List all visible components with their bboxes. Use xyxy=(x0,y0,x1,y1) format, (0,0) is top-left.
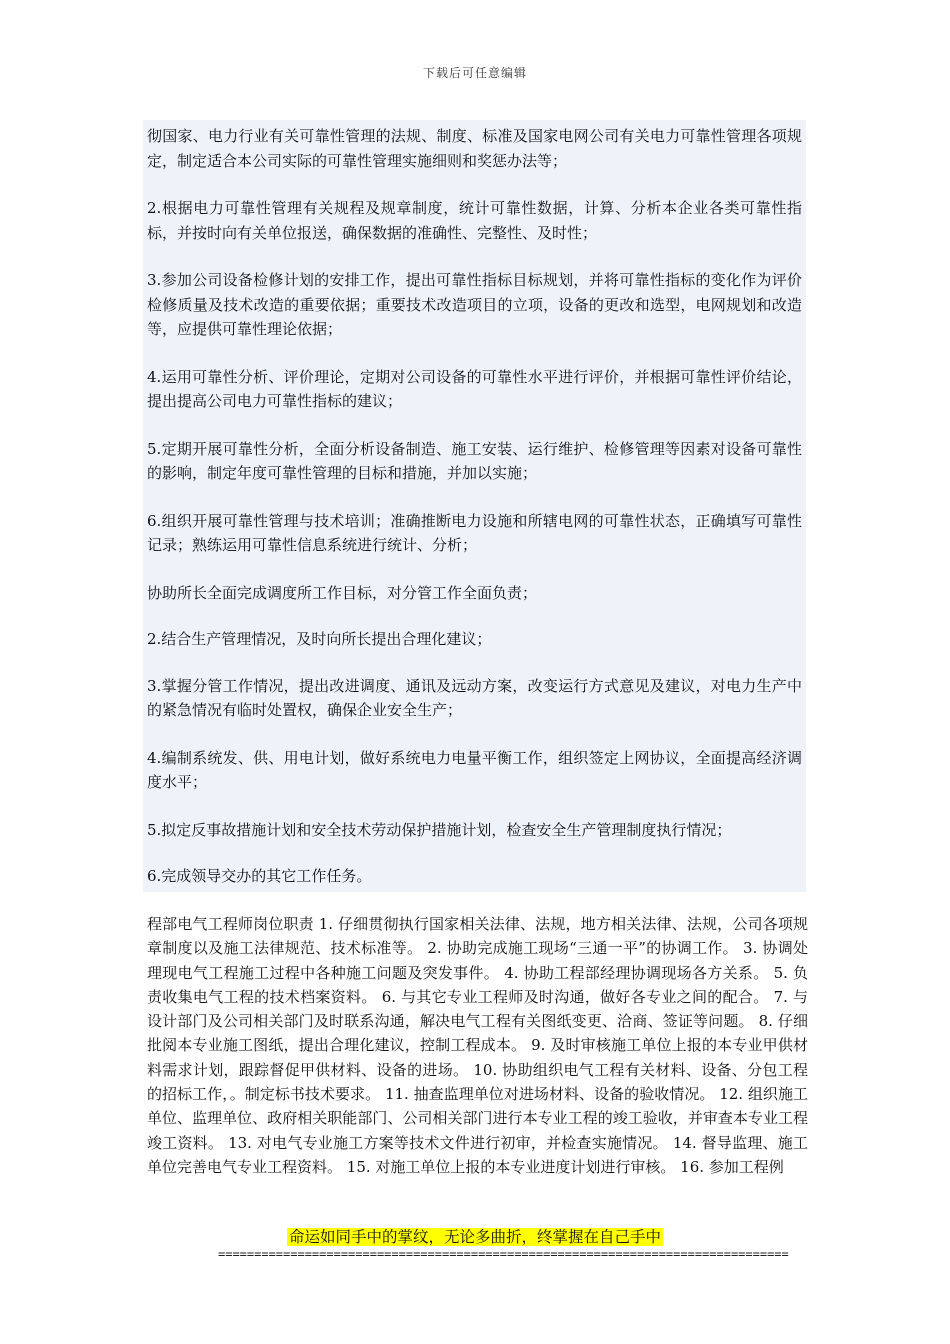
duty-paragraph: 2.根据电力可靠性管理有关规程及规章制度，统计可靠性数据，计算、分析本企业各类可靠性指标，并按时向有关单位报送，确保数据的准确性、完整性、及时性； xyxy=(147,199,802,242)
duty-paragraph: 3.参加公司设备检修计划的安排工作，提出可靠性指标目标规划，并将可靠性指标的变化作为评价检修质量及技术改造的重要依据；重要技术改造项目的立项，设备的更改和选型，电网规划和改造等，应提供可靠性理论依据； xyxy=(147,271,802,338)
duty-paragraph: 5.拟定反事故措施计划和安全技术劳动保护措施计划，检查安全生产管理制度执行情况； xyxy=(147,820,732,839)
duty-paragraph: 4.运用可靠性分析、评价理论，定期对公司设备的可靠性水平进行评价，并根据可靠性评价结论，提出提高公司电力可靠性指标的建议； xyxy=(147,367,802,410)
footer-divider: =============================================================================== xyxy=(218,1247,789,1261)
duty-paragraph: 协助所长全面完成调度所工作目标，对分管工作全面负责； xyxy=(147,583,538,602)
duty-paragraph: 2.结合生产管理情况，及时向所长提出合理化建议； xyxy=(147,630,492,648)
shaded-duties-section xyxy=(143,120,806,892)
duty-paragraph: 6.完成领导交办的其它工作任务。 xyxy=(147,867,372,885)
duty-paragraph: 3.掌握分管工作情况，提出改进调度、通讯及远动方案，改变运行方式意见及建议，对电力生产中的紧急情况有临时处置权，确保企业安全生产； xyxy=(147,676,802,719)
page-header: 下载后可任意编辑 xyxy=(422,66,527,80)
duty-paragraph: 4.编制系统发、供、用电计划，做好系统电力电量平衡工作，组织签定上网协议，全面提高经济调度水平； xyxy=(147,748,802,791)
engineer-duties-text: 程部电气工程师岗位职责 1. 仔细贯彻执行国家相关法律、法规，地方相关法律、法规，公司各项规章制度以及施工法律规范、技术标准等。 2. 协助完成施工现场“三通一平”的协调工作。 3. 协调处理现电气工程施工过程中各种施工问题及突发事件。 4. 协助工程部经理协调现场各方关系。 5. 负责收集电气工程的技术档案资料。 6. 与其它专业工程师及时沟通，做好各专业之间的配合。 7. 与设计部门及公司相关部门及时联系沟通，解决电气工程有关图纸变更、洽商、签证等问题。 8. 仔细批阅本专业施工图纸，提出合理化建议，控制工程成本。 9. 及时审核施工单位上报的本专业甲供材料需求计划，跟踪督促甲供材料、设备的进场。 10. 协助组织电气工程有关材料、设备、分包工程的招标工作，。制定标书技术要求。 11. 抽查监理单位对进场材料、设备的验收情况。 12. 组织施工单位、监理单位、政府相关职能部门、公司相关部门进行本专业工程的竣工验收，并审查本专业工程竣工资料。 13. 对电气专业施工方案等技术文件进行初审，并检查实施情况。 14. 督导监理、施工单位完善电气专业工程资料。 15. 对施工单位上报的本专业进度计划进行审核。 16. 参加工程例 xyxy=(147,915,808,1176)
duty-paragraph: 6.组织开展可靠性管理与技术培训；准确推断电力设施和所辖电网的可靠性状态，正确填写可靠性记录；熟练运用可靠性信息系统进行统计、分析； xyxy=(147,511,802,554)
duty-paragraph: 5.定期开展可靠性分析，全面分析设备制造、施工安装、运行维护、检修管理等因素对设备可靠性的影响，制定年度可靠性管理的目标和措施，并加以实施； xyxy=(147,439,802,482)
footer-motto-text: 命运如同手中的掌纹，无论多曲折，终掌握在自己手中 xyxy=(288,1228,661,1246)
duty-paragraph: 彻国家、电力行业有关可靠性管理的法规、制度、标准及国家电网公司有关电力可靠性管理各项规定，制定适合本公司实际的可靠性管理实施细则和奖惩办法等； xyxy=(147,127,802,170)
footer-motto xyxy=(0,1227,950,1247)
